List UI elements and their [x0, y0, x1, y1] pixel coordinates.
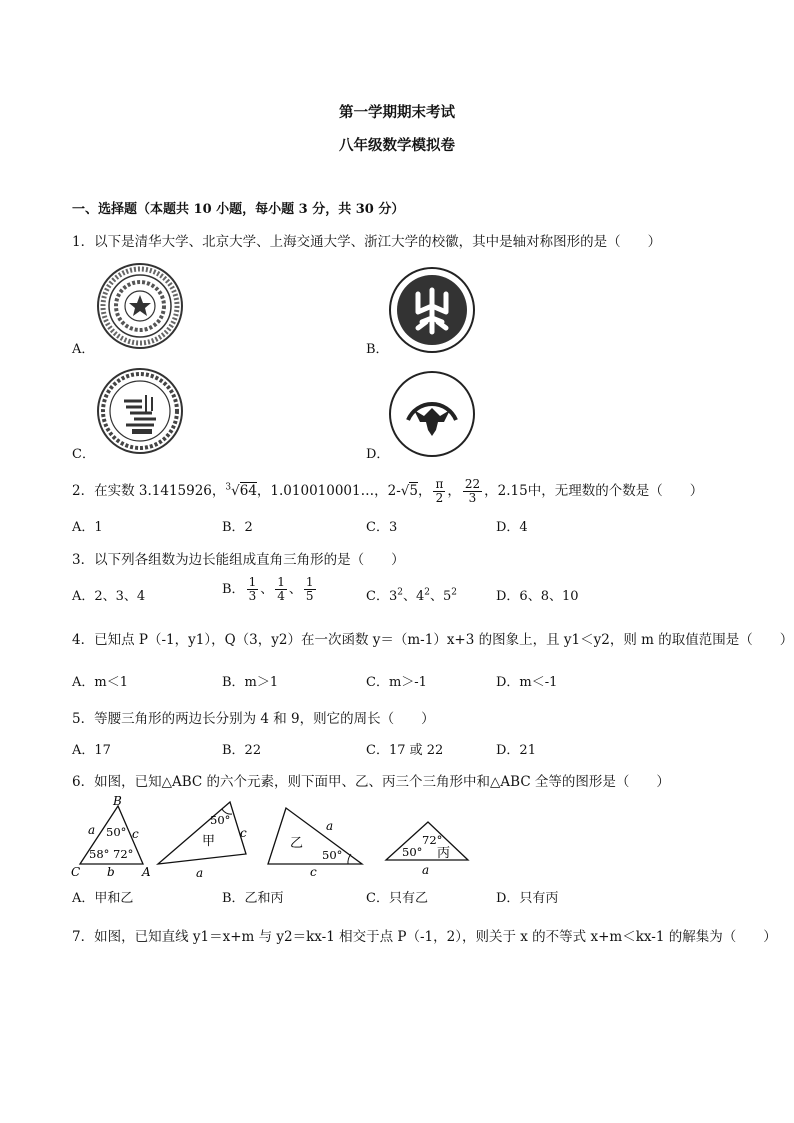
q6-option-a[interactable]: A．甲和乙 [72, 891, 134, 906]
numerator: 1 [248, 575, 257, 589]
numerator: 1 [305, 575, 314, 589]
fraction-denominator: 3 [468, 491, 477, 505]
q3-option-b-label: B． [222, 582, 245, 597]
exponent: 2 [397, 587, 403, 598]
yi-angle-50-label: 50° [322, 848, 343, 862]
angle-50-label: 50° [106, 825, 127, 839]
jia-angle-50-label: 50° [210, 813, 231, 827]
section-heading: 一、选择题（本题共 10 小题，每小题 3 分，共 30 分） [72, 202, 405, 217]
q1-option-d-label[interactable]: D． [366, 447, 390, 462]
bing-angle-72-label: 72° [422, 833, 443, 847]
side-b-label: b [107, 865, 115, 879]
fraction-numerator: π [435, 477, 444, 491]
q2-tail: ，2.15中，无理数的个数是（ ） [484, 483, 704, 499]
tsinghua-emblem-icon [96, 262, 184, 350]
question-7-stem: 7．如图，已知直线 y1＝x+m 与 y2＝kx-1 相交于点 P（-1，2），则关于 x 的不等式 x+m＜kx-1 的解集为（ ） [72, 929, 777, 945]
sqrt-expression: √5 [400, 483, 418, 499]
q4-option-b[interactable]: B．m＞1 [222, 675, 279, 690]
question-1-stem: 1．以下是清华大学、北京大学、上海交通大学、浙江大学的校徽，其中是轴对称图形的是（ ） [72, 234, 662, 250]
denominator: 4 [277, 589, 285, 603]
q1-option-a-label[interactable]: A． [72, 342, 95, 357]
fraction-1-5 [304, 576, 316, 603]
fraction-1-3 [247, 576, 259, 603]
jia-side-a-label: a [196, 866, 204, 880]
q6-option-c[interactable]: C．只有乙 [366, 891, 428, 906]
cbrt-index: 3 [225, 482, 232, 493]
q5-option-c[interactable]: C．17 或 22 [366, 743, 444, 758]
q2-option-a[interactable]: A．1 [72, 520, 103, 535]
fraction-denominator: 2 [435, 491, 444, 505]
cbrt-radicand: 64 [239, 483, 257, 499]
q4-option-a[interactable]: A．m＜1 [72, 675, 128, 690]
zju-emblem-icon [388, 370, 476, 458]
q5-option-d[interactable]: D．21 [496, 743, 536, 758]
q4-option-c[interactable]: C．m＞-1 [366, 675, 427, 690]
side-a-label: a [88, 823, 96, 837]
q3-option-a[interactable]: A．2、3、4 [72, 589, 146, 604]
jia-label: 甲 [202, 834, 216, 849]
fraction-numerator: 22 [464, 477, 481, 491]
sjtu-emblem-icon [96, 367, 184, 455]
denominator: 5 [305, 589, 314, 603]
peking-emblem-icon [388, 266, 476, 354]
vertex-c-label: C [71, 865, 81, 879]
yi-label: 乙 [290, 836, 304, 851]
question-6-stem: 6．如图，已知△ABC 的六个元素，则下面甲、乙、丙三个三角形中和△ABC 全等的图形是（ ） [72, 774, 670, 790]
side-c-label: c [132, 827, 139, 841]
bing-side-a-label: a [422, 863, 430, 877]
q2-option-b[interactable]: B．2 [222, 520, 253, 535]
fraction-pi-over-2 [433, 478, 445, 505]
bing-label: 丙 [437, 846, 451, 861]
q5-option-a[interactable]: A．17 [72, 743, 111, 758]
question-4-stem: 4．已知点 P（-1，y1），Q（3，y2）在一次函数 y＝（m-1）x+3 的图象上，且 y1＜y2，则 m 的取值范围是（ ） [72, 632, 794, 648]
q4-option-d[interactable]: D．m＜-1 [496, 675, 558, 690]
q2-prefix: 2．在实数 3.1415926， [72, 483, 226, 499]
exam-subtitle: 八年级数学模拟卷 [339, 137, 455, 154]
yi-side-a-label: a [326, 819, 334, 833]
yi-side-c-label: c [310, 865, 317, 879]
q3-option-d[interactable]: D．6、8、10 [496, 589, 579, 604]
triangle-jia [158, 802, 246, 864]
q3-option-c[interactable] [366, 585, 457, 604]
vertex-b-label: B [113, 794, 122, 808]
q3-option-c-mid: 、4 [402, 589, 425, 604]
fraction-1-4 [275, 576, 287, 603]
exponent: 2 [451, 587, 457, 598]
fraction-22-over-3 [463, 478, 482, 505]
q3-option-c-base: C．3 [366, 589, 398, 604]
vertex-a-label: A [142, 865, 151, 879]
q5-option-b[interactable]: B．22 [222, 743, 262, 758]
question-2-stem: 2．在实数 3.1415926，$^3$√64，1.010010001…，2-√5， $\frac{\pi}{2}$ ， $\frac{22}{3}$ ，2.15中，无理数的个数是（ ） [72, 477, 704, 505]
jia-side-c-label: c [240, 826, 247, 840]
q6-triangles-figure [68, 792, 488, 882]
numerator: 1 [277, 575, 285, 589]
denominator: 3 [248, 589, 257, 603]
q6-option-b[interactable]: B．乙和丙 [222, 891, 284, 906]
q3-option-c-mid: 、5 [429, 589, 452, 604]
question-5-stem: 5．等腰三角形的两边长分别为 4 和 9，则它的周长（ ） [72, 711, 435, 727]
q6-option-d[interactable]: D．只有丙 [496, 891, 559, 906]
q1-option-c-label[interactable]: C． [72, 447, 95, 462]
bing-angle-50-label: 50° [402, 845, 423, 859]
q1-option-b-label[interactable]: B． [366, 342, 389, 357]
triangle-yi [268, 808, 362, 864]
question-3-stem: 3．以下列各组数为边长能组成直角三角形的是（ ） [72, 552, 405, 568]
cbrt-expression: $^3$√64 [225, 482, 257, 499]
sqrt-radicand: 5 [409, 483, 418, 499]
exam-title: 第一学期期末考试 [339, 104, 455, 121]
angle-72-label: 72° [113, 847, 134, 861]
q2-mid1: ，1.010010001…，2- [256, 483, 401, 499]
q2-option-c[interactable]: C．3 [366, 520, 398, 535]
angle-58-label: 58° [89, 847, 110, 861]
q3-option-b[interactable]: B． $\frac{1}{3}$ 、 $\frac{1}{4}$ 、 $\frac{1}{5}$ [222, 575, 314, 603]
exponent: 2 [424, 587, 430, 598]
q2-option-d[interactable]: D．4 [496, 520, 528, 535]
